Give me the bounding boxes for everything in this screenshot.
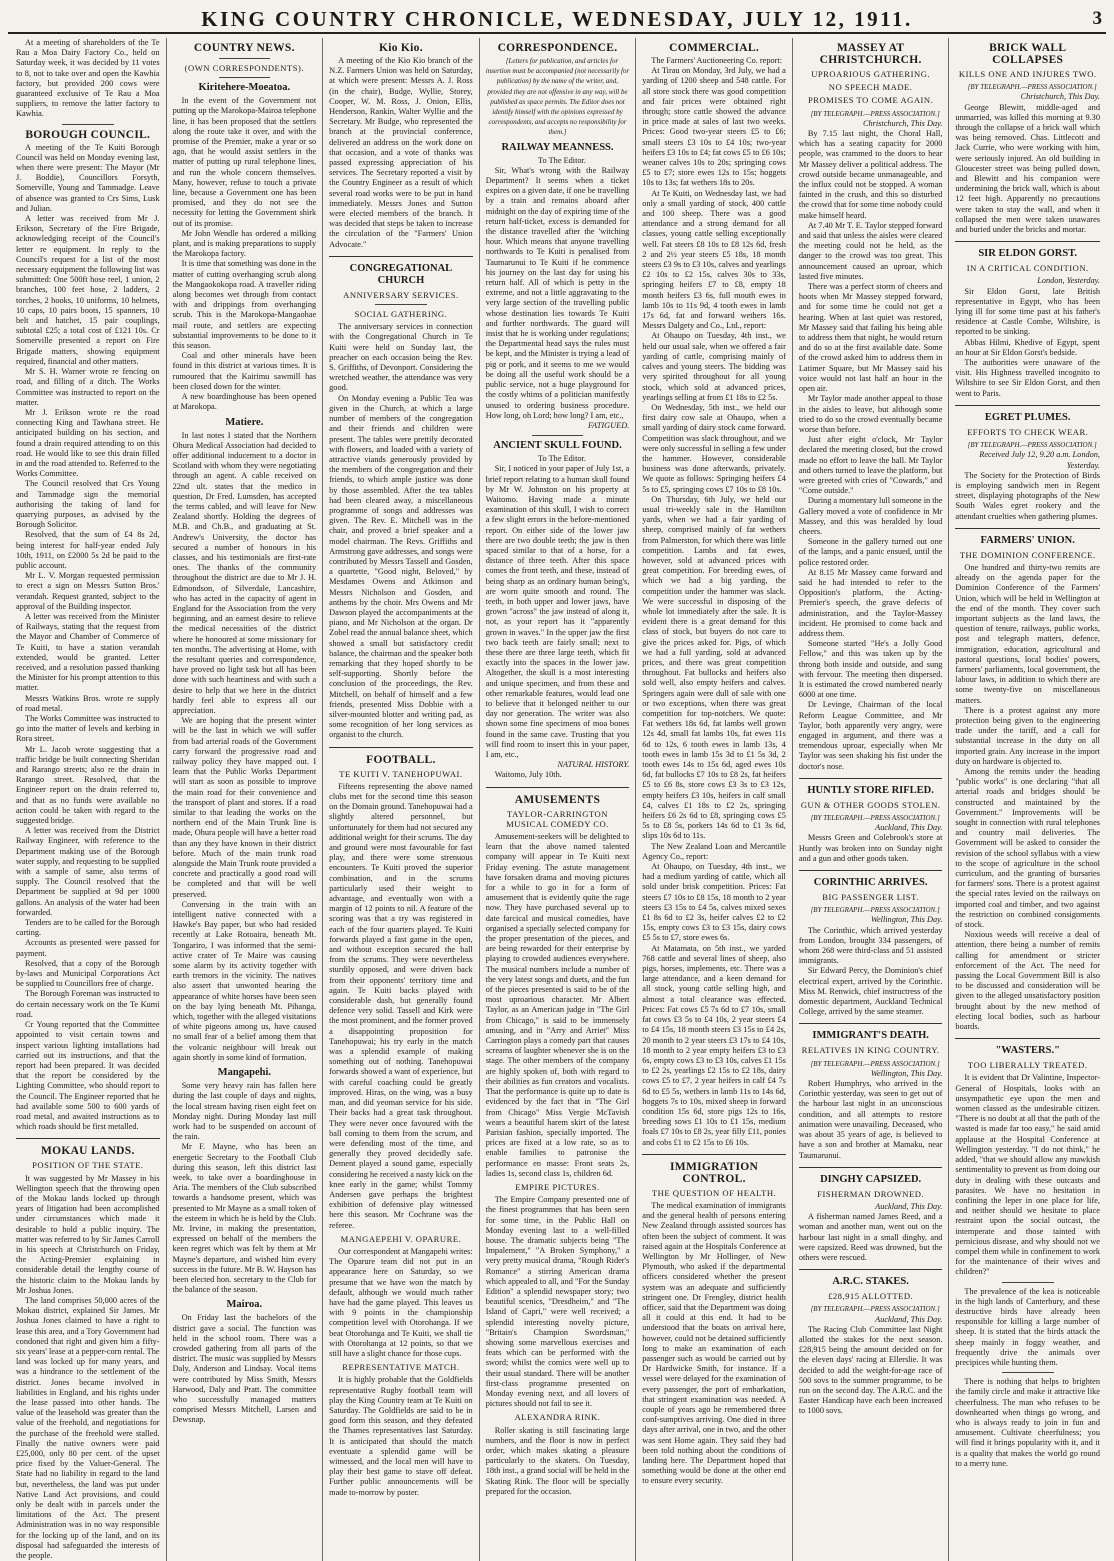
headline: IMMIGRATION CONTROL.	[670, 1160, 759, 1185]
article-paragraph: There was a perfect storm of cheers and hoots when Mr Massey stepped forward, and for some time he could not get a hearing. When at last quiet was restored, Mr Massey said that failing his being able to address them that night, he would return and do so at the first available date. Some of the crowd asked him to address them in Latimer Square, but Mr Massey said his voice would not last half an hour in the open air.	[798, 282, 943, 394]
article-paragraph: A meeting of the Te Kuiti Borough Council was held on Monday evening last, when there were present: The Mayor (Mr J. Boddie), Councillors Forsyth, Somerville, Young and Tammadge. Leave of absence was granted to Crs Sims, Lusk and Julian.	[16, 142, 160, 213]
press-credit: [BY TELEGRAPH.—PRESS ASSOCIATION.]	[810, 1059, 940, 1068]
article-paragraph: In the event of the Government not putting up the Marokopa-Mairoa telephone line, it has been proposed that the settlers along the route take it over, and with the promise of the Premier, make a year or so ago, that he would assist settlers in the matter of putting up rural telephone lines, and run the whole concern themselves. Many, however, refuse to touch a private line, because a Government one has been promised, and they do not see the necessity for letting the Government shirk out of its promise.	[172, 96, 317, 228]
headline: FARMERS' UNION.	[980, 534, 1075, 546]
section-heading: Mairoa.	[226, 1299, 263, 1311]
article-paragraph: Dr Levinge, Chairman of the local Reform League Committee, and Mr Taylor, both apparently very angry, were engaged in argument, and there was a tremendous uproar, especially when Mr Taylor was seen shaking his fist under the doctor's nose.	[798, 700, 943, 771]
place-date: Waitomo, July 10th.	[494, 770, 562, 780]
headline: A.R.C. STAKES.	[832, 1276, 909, 1288]
masthead-title: KING COUNTRY CHRONICLE, WEDNESDAY, JULY 12, 1911.	[201, 6, 913, 31]
divider	[799, 778, 943, 779]
article-paragraph: Mr Taylor made another appeal to those in the aisles to leave, but although some tried to do so the crowd eventually became worse than before.	[798, 394, 943, 434]
divider	[16, 1138, 160, 1139]
column-6	[793, 38, 950, 1561]
article-paragraph: On Wednesday, 5th inst., we held our first dairy cow sale at Ohaupo, when a small yarding of dairy stock came forward. Competition was slack throughout, and we were only successful in selling a few under the hammer. However, considerable business was done afterwards, privately. We quote as follows: Springing heifers £4 5s to £5, springing cows £7 10s to £8 10s.	[642, 402, 786, 494]
article-paragraph: Among the remits under the heading "public works" is one declaring "that all arterial roads and bridges should be constructed and maintained by the Government." Improvements will be sought in connection with rural telephones and country mail deliveries. The Government will be asked to consider the revision of the school syllabus with a view to the scope of agriculture in the school curriculum, and the granting of bursaries for farmers' sons. There is a protest against the special rates levied on the railways on imported coal and timber, and two against the restriction on combined consignments of stock.	[955, 766, 1100, 930]
subheadline: ALEXANDRA RINK.	[514, 1412, 601, 1423]
divider	[219, 58, 271, 59]
subheadline: £28,915 ALLOTTED.	[828, 1291, 914, 1302]
article-paragraph: There is a protest against any more protection being given to the engineering trade under the tariff, and a call for substantial increase in the duty on all imported grain. Any increase in the import duty on hardware is objected to.	[955, 705, 1100, 766]
section-heading: Kiritehere-Moeatoa.	[198, 82, 291, 94]
article-paragraph: Sir, I noticed in your paper of July 1st, a brief report relating to a human skull found by Mr W. Johnston on his property at Waitomo. Having made a minute examination of this skull, I wish to correct a few slight errors in the before-mentioned report. On either side of the lower jaw there are two double teeth; the jaw is then spaced similar to that of a horse, for a distance of three teeth. After this space comes the front teeth, and these, instead of being sharp as an ordinary human being's, are worn quite smooth and round. The teeth, in both upper and lower jaws, have grown "across" the jaw instead of along it, not, as your report has it "apparently grown in waves." In the upper jaw the first two back teeth are fairly small; next to these there are three large teeth, which fit exactly into the spaces in the lower jaw. Altogether, the skull is a most interesting and unique specimen, and from these and other remarkable features, would lead one to believe that it belonged neither to our day nor generation. The writer was also shown some fine specimens of moa bones found in the same cave. Trusting that you will find room to insert this in your paper, I am, etc.,	[485, 464, 630, 759]
article-paragraph: Accounts as presented were passed for payment.	[16, 938, 160, 958]
article-paragraph: In last notes I stated that the Northern Ohura Medical Association had decided to offer additional inducement to a doctor in Scotland with whom they were negotiating through an agent. A cable received on 22nd ult. states that the medico in question, Dr Fred. Lumsden, has accepted the terms cabled, and will leave for New Zealand shortly. Holding the degrees of M.B. and Ch.B., and graduating at St. Andrew's University, the doctor has secured a number of honours in his classes, and his testimonials are first-rate ones. The thanks of the community throughout the district are due to Mr J. H. Edmondson, of Silverdale, Lancashire, who has acted in the capacity of agent in England for the Association from the very beginning, and an earnest desire to relieve the medical necessities of the district where he honoured at some missionary for ten months. The advertising at Home, with the resultant queries and correspondence, have proved no light task but all has been done with such heartiness and with such a desire to help that we here in the district hardly feel able to express all our appreciation.	[172, 430, 317, 715]
dateline: Auckland, This Day.	[875, 1314, 943, 1324]
dateline: Wellington, This Day.	[870, 1068, 943, 1078]
divider	[799, 1269, 943, 1270]
column-1	[10, 38, 167, 1561]
divider	[1002, 1282, 1054, 1283]
article-paragraph: On Thursday, 6th July, we held our usual tri-weekly sale in the Hamilton yards, when we had a fair yarding of sheep, comprised mainly of fat wethers from Palmerston, for which there was little competition. Lambs and fat ewes, however, sold at advanced prices with great competition. For breeding ewes, of which we had a big yarding, the competition under the hammer was slack. We were successful in disposing of the whole lot immediately after the sale. It is evident there is a great demand for this class of stock, but buyers do not care to give the prices asked for. Pigs, of which we had a full yarding, sold at advanced prices, and there was great competition throughout. Fat bullocks and heifers also sold well, also empty heifers and calves. Springers again were dull of sale with one or two exceptions, when there was great competition for top-notchers. We quote: Fat wethers 18s 6d, fat lambs well grown 12s 4d, small fat lambs 10s, fat ewes 11s 6d to 12s, 6 tooth ewes in lamb 13s, 4 tooth ewes in lamb 15s 3d to £1 5s 3d, 2 tooth ewes 14s to 15s 6d, aged ewes 10s 6d, fat bullocks £7 10s to £8 2s, fat heifers £5 to £6 8s, store cows £3 3s to £3 12s, empty heifers £3 10s, heifers in calf small £4, calves £1 18s to £2 2s, springing heifers £6 2s 6d to £8, springing cows £5 5s to £8 5s, porkers 14s 6d to £1 3s 6d, slips 10s 6d to 11s.	[642, 494, 786, 841]
article-paragraph: At Ohaupo on Tuesday, 4th inst., we held our usual sale, when we offered a fair yarding of cattle, comprising mainly of calves and young steers. The bidding was very spirited throughout for all young stock, which sold at advanced prices, yearlings selling at from £1 18s to £2 5s.	[642, 331, 786, 402]
subheadline: POSITION OF THE STATE.	[32, 1160, 144, 1171]
section-heading: Matiere.	[225, 416, 264, 428]
headline: COUNTRY NEWS.	[193, 42, 295, 54]
headline: BOROUGH COUNCIL.	[25, 128, 151, 141]
divider	[532, 435, 584, 436]
headline: FOOTBALL.	[366, 753, 436, 766]
article-paragraph: It is evident that Dr Valintine, Inspector-General of Hospitals, looks with an unsympathetic eye upon the men and women classed as the undesirable citizen. "There is no doubt at all that the path of the wasted is made far too easy," he said amid applause at the Hospital Conference at Wellington yesterday. "I do not think," he added, "that we should allow any mawkish sentimentality to prevent us from doing our duty in dealing with these outcasts and parasites. We have no hesitation in confining the leper in one place for life, and neither should we hesitate to place restraint upon the social outcast, the intemperate and those tainted with pernicious disease, and why should not we compel them while in confinement to work for the maintenance of their wives and children?"	[955, 1073, 1100, 1277]
subheadline: THE QUESTION OF HEALTH.	[651, 1187, 777, 1198]
article-paragraph: The Corinthic, which arrived yesterday from London, brought 334 passengers, of whom 268 were third-class and 51 assisted immigrants.	[798, 925, 943, 966]
headline: CORRESPONDENCE.	[497, 42, 618, 54]
divider	[799, 1023, 943, 1024]
article-paragraph: We are hoping that the present winter will be the last in which we will suffer from bad arterial roads of the Government carry forward the progressive road and railway policy they have mapped out. I learn that the Public Works Department will start as soon as possible to improve the main road for their convenience and the transport of plant and stores. If a road similar to that leading the works on the northern end of the Main Trunk line is made, Ohura people will have a better road than any they have known in their district before. Much of the main trunk road alongside the Main Trunk route provided a concrete and practically a good road will be completed and that will be well preserved.	[172, 716, 317, 899]
subheadline: TE KUITI V. TANEHOPUWAI.	[339, 768, 463, 779]
article-paragraph: Conversing in the train with an intelligent native connected with a Hawke's Bay paper, but who had resided recently at Lake Rotoaira, beneath Mt. Tongariro, I was informed that the semi-active crater of Te Maire was causing some alarm by its activity together with earth tremors in the vicinity. The natives also assert that unwonted hearing the appearance of white horses have been seen on the bay lying beneath Mt. Pihanga, which, together with the alleged visitations of white pigeons among us, have caused no small fear of a belief among them that the volcanic neighbour will break out again shortly in some kind of formation.	[172, 899, 317, 1062]
dateline: Christchurch, This Day.	[862, 118, 943, 128]
subheadline: TAYLOR-CARRINGTON MUSICAL COMEDY CO.	[506, 808, 609, 829]
divider	[486, 787, 630, 788]
headline: "WASTERS."	[995, 1045, 1060, 1057]
headline: DINGHY CAPSIZED.	[820, 1173, 922, 1185]
dateline: Received July 12, 9.20 a.m. London, Yesterday.	[979, 450, 1100, 470]
headline: CORINTHIC ARRIVES.	[813, 877, 928, 889]
subheadline: THE DOMINION CONFERENCE.	[959, 549, 1096, 560]
subheadline: MANGAEPEHI V. OPARURE.	[340, 1233, 462, 1244]
article-paragraph: Mr L. Jacob wrote suggesting that a traffic bridge be built connecting Sheridan and Rarango streets; also re the drain in Rarango street. Resolved, that the Engineer report on the drain referred to, and that as no funds were available no action could be taken with regard to the suggested bridge.	[16, 744, 160, 826]
headline: IMMIGRANT'S DEATH.	[812, 1030, 929, 1042]
article-paragraph: Abbas Hilmi, Khedive of Egypt, spent an hour at Sir Eldon Gorst's bedside.	[955, 337, 1100, 357]
subheadline: ANNIVERSARY SERVICES.	[343, 289, 459, 300]
section-heading: Mangapehi.	[217, 1067, 272, 1079]
headline: MASSEY AT CHRISTCHURCH.	[819, 42, 922, 66]
article-paragraph: Some very heavy rain has fallen here during the last couple of days and nights, the local stream having risen eight feet on Monday night. During Monday last mill work had to be suspended on account of the rain.	[172, 1081, 317, 1142]
article-paragraph: At 7.40 Mr T. E. Taylor stepped forward and said that unless the aisles were cleared the meeting could not be held, as the danger to the crowd was too great. This announcement caused an uproar, which lasted five minutes.	[798, 220, 943, 281]
dateline: London, Yesterday.	[1037, 276, 1100, 286]
article-paragraph: Coal and other minerals have been found in this district at various times. It is rumoured that the Kairimu sawmill has been closed down for the winter.	[172, 351, 317, 391]
article-paragraph: Mr John Wendle has ordered a milking plant, and is making preparations to supply the Marokopa factory.	[172, 228, 317, 259]
article-paragraph: Someone in the gallery turned out one of the lamps, and a panic ensued, until the police restored order.	[798, 537, 943, 567]
article-paragraph: Resolved, that a copy of the Borough by-laws and Municipal Corporations Act be supplied to Councillors free of charge.	[16, 958, 160, 989]
article-paragraph: There is nothing that helps to brighten the family circle and make it attractive like cheerfulness. The man who refuses to be downhearted when things go wrong, and who is always ready to join in fun and amusement. Cultivate cheerfulness; you will find it brings popularity with it, and it is a quality that makes the world go round to a merry tune.	[955, 1377, 1100, 1468]
article-paragraph: Robert Humphrys, who arrived in the Corinthic yesterday, was seen to get out of the harbour last night in an unconscious condition, and all attempts to restore animation were unavailing. Deceased, who was about 35 years of age, is believed to have a son and brother at Mamaku, near Taumarunui.	[798, 1079, 943, 1160]
article-paragraph: Tenders are to be called for the Borough carting.	[16, 918, 160, 938]
press-credit: [BY TELEGRAPH.—PRESS ASSOCIATION.]	[967, 441, 1097, 450]
divider	[329, 747, 473, 748]
article-paragraph: On Monday evening a Public Tea was given in the Church, at which a large number of members of the congregation and their friends and children were present. The tables were prettily decorated with flowers, and loaded with a variety of attractive viands generously provided by the members of the congregation and their friends, to which ample justice was done by those assembled. After the tea tables had been cleared away, a miscellaneous programme of songs and addresses was given. The Rev. E. Mitchell was in the chair, and proved a brief speaker and a model chairman. The Revs. Griffiths and Armstrong gave addresses, and songs were contributed by Messrs Tassell and Gosden, a quartette, "Good night, Beloved," by Mesdames Owens and Atkinson and Messrs Nicholson and Gosden, and anthems by the choir. Mrs Owens and Mr Dawson played the accompaniments at the piano, and Mr Nicholson at the organ. Dr Zobel read the annual balance sheet, which showed a small but satisfactory credit balance, the chairman and the speaker both remarking that they hoped shortly to be self-supporting. Shortly before the conclusion of the proceedings, the Rev. Mitchell, on behalf of himself and a few friends, presented Miss Dobbie with a silver-mounted blotter and writing pad, as some recognition of her long services as organist to the church.	[329, 393, 473, 740]
article-paragraph: A meeting of the Kio Kio branch of the N.Z. Farmers Union was held on Saturday, at which were present: Messrs A. J. Ross (in the chair), Budge, Wyllie, Storey, Cooper, W. M. Ross, J. Onion, Ellis, Henderson, Rankin, Walter Wyllie and the Secretary. Mr Budge, who represented the branch at the provincial conference, delivered an address on the work done on that occasion, and a vote of thanks was passed expressing appreciation of his services. The Secretary reported a visit by the Country Engineer as a result of which several road works were to be put in hand immediately. Messrs Jones and Sutton were elected members of the branch. It was decided that steps be taken to increase the circulation of the "Farmers' Union Advocate."	[329, 56, 473, 249]
article-paragraph: At Matamata, on 5th inst., we yarded 768 cattle and several lines of sheep, also pigs, horses, implements, etc. There was a large attendance, and a keen demand for all stock, young cattle selling high, and almost a total clearance was effected. Prices: Fat cows £5 7s 6d to £7 10s, small fat cows £3 5s to £4 10s, 2 year steers £4 to £4 15s, 18 month steers £3 15s to £4 2s, 20 month to 2 year steers £3 17s to £4 10s, 18 month to 2 year empty heifers £3 to £3 6s, empty cows £3 to £3 10s, calves £1 15s to £2 2s, yearlings £2 15s to £2 18s, dairy cows £5 to £7, 2 year heifers in calf £4 7s 6d to £5 5s, wethers in lamb 11s to 14s 6d, hoggets 7s to 10s, mixed sheep in forward condition 15s 6d, store pigs 12s to 16s, breeding sows £1 10s to £1 15s, medium foals £7 10s to £8 2s, year filly £11, ponies and cobs £1 to £2 15s to £6 10s.	[642, 943, 786, 1147]
article-paragraph: Roller skating is still fascinating large numbers, and the floor is now in perfect order, which makes skating a pleasure particularly to the skaters. On Tuesday, 18th inst., a grand social will be held in the Skating Rink. The floor will be specially prepared for the occasion.	[485, 1425, 630, 1496]
divider	[642, 1154, 786, 1155]
divider	[955, 528, 1100, 529]
divider	[1002, 1372, 1054, 1373]
article-paragraph: During a momentary lull someone in the Gallery moved a vote of confidence in Mr Massey, and this was heralded by loud cheers.	[798, 496, 943, 536]
article-paragraph: At Tirau on Monday, 3rd July, we had a yarding of 1200 sheep and 548 cattle. For all store stock there was good competition and fair prices were obtained right through; store cattle showed the advance in price made at sales of last two weeks. Prices: Good two-year steers £5 to £6; small steers £3 10s to £4 10s; two-year heifers £3 10s to £4; fat cows £5 to £6 10s; weaner calves 10s to 20s; springing cows £5 to £7; store ewes 12s to 15s; hoggets 10s to 13s; fat wethers 18s to 20s.	[642, 66, 786, 188]
headline: COMMERCIAL.	[669, 42, 759, 54]
dateline: Wellington, This Day.	[870, 915, 943, 925]
article-paragraph: At a meeting of shareholders of the Te Rau a Moa Dairy Factory Co., held on Saturday week, it was decided by 11 votes to 8, not to take over and open the Kawhia factory, but provided 200 cows were guaranteed exclusive of Te Rau a Moa suppliers, to remove the latter factory to Kawhia.	[16, 38, 160, 119]
article-paragraph: Amusement-seekers will be delighted to learn that the above named talented company will appear in Te Kuiti next Friday evening. The astute management have forsaken drama and moving pictures for a while to go in for a form of amusement that is evidently quite the rage now. They have purchased several up to date farcical and musical comedies, have organised a specially selected company for the proper presentation of the pieces, and are being rewarded for their enterprise by playing to crowded audiences everywhere. The musical numbers include a number of the very latest songs and duets, and the fun of the pieces presented is said to be of the most uproarious character. Mr Albert Taylor, as an American judge in "The Girl from Chicago," is said to be immensely amusing, and in "Arry and Arriet" Miss Carrington plays a comedy part that causes screams of laughter whenever she is on the stage. The other members of the company are highly spoken of, both with regard to their abilities as fun creators and vocalists. That the performance is quite up to date is evidenced by the fact that in "The Girl from Chicago" Miss Vergie McTavish wears a beautiful harem skirt of the latest Parisian fashion, specially imported. The prices are fixed at a low rate, so as to enable families to patronise the performance en masse: Front seats 2s, ladies 1s, second class 1s, children 6d.	[485, 832, 630, 1178]
article-paragraph: Messrs Watkins Bros. wrote re supply of road metal.	[16, 693, 160, 713]
divider	[219, 77, 271, 78]
article-paragraph: The anniversary services in connection with the Congregational Church in Te Kuiti were held on Sunday last, the preacher on each occasion being the Rev. S. Griffiths, of Devonport. Considering the wretched weather, the attendance was very good.	[329, 322, 473, 393]
column-2	[167, 38, 324, 1561]
page-number: 3	[1092, 8, 1102, 29]
press-credit: [BY TELEGRAPH.—PRESS ASSOCIATION.]	[810, 814, 940, 823]
headline: SIR ELDON GORST.	[978, 248, 1078, 260]
article-paragraph: The Borough Foreman was instructed to do certain necessary work on the Te Kumi road.	[16, 989, 160, 1019]
subheadline: IN A CRITICAL CONDITION.	[966, 263, 1089, 274]
dateline: Auckland, This Day.	[875, 823, 943, 833]
article-paragraph: The Racing Club Committee last Night allotted the stakes for the next season. £28,915 being the amount decided on for the eleven days' racing at Ellerslie. It was decided to add the weight-for-age race of 500 sovs to the summer programme, to be run on the second day. The A.R.C. and the Easter Handicap have each been increased to 1000 sovs.	[798, 1324, 943, 1416]
article-paragraph: A fisherman named James Reed, and a woman and another man, went out on the harbour last night in a small dinghy, and were capsized. Reed was drowned, but the others were rescued.	[798, 1212, 943, 1262]
article-paragraph: On Friday last the bachelors of the district gave a social. The function was held in the school room. There was a crowded gathering from all parts of the district. The music was supplied by Messrs Daly, Anderson and Lindsay. Vocal items were contributed by Miss Smith, Messrs Harwood, Daly and Pratt. The committee who successfully managed matters comprised Messrs Mitchell, Larsen and Dewsnap.	[172, 1313, 317, 1425]
signature: NATURAL HISTORY.	[557, 760, 630, 770]
article-paragraph: The authorities were unaware of the visit. His Highness travelled incognito to Wiltshire to see Sir Eldon Gorst, and then went to Paris.	[955, 358, 1100, 398]
article-paragraph: Mr F. Mayne, who has been an energetic Secretary to the Football Club during this season, left this district last week, to take over a boardinghouse in Aria. The members of the Club subscribed towards a handsome present, which was presented to Mr Mayne as a small token of the esteem in which he is held by the Club. Mr. Irvine, in making the presentation, expressed on behalf of the members the keen regret which was felt by them at Mr Mayne's departure, and wished him every success in the future. Mr B. W. Hayson has been elected hon. secretary to the Club for the balance of the season.	[172, 1142, 317, 1295]
subheadline: UPROARIOUS GATHERING.	[811, 69, 931, 79]
article-paragraph: At 8.15 Mr Massey came forward and said he had intended to refer to the Opposition's platform, the Acting-Premier's speech, the grave defects of administration, and the Taylor-Massey incident. He promised to come back and address them.	[798, 567, 943, 638]
divider	[955, 241, 1100, 242]
dateline: Christchurch, This Day.	[1020, 92, 1100, 102]
press-credit: [BY TELEGRAPH.—PRESS ASSOCIATION.]	[810, 1305, 940, 1314]
article-paragraph: Mr J. Erikson wrote re the road connecting King and Tawhana street. He anticipated building on his section, and found a drain required attending to on this road. He would like to see this drain filled in and the road attended to. Referred to the Works Committee.	[16, 407, 160, 479]
divider	[375, 304, 427, 305]
article-paragraph: George Blewitt, middle-aged and unmarried, was killed this morning at 9.30 through the collapse of a brick wall which was being removed. Chas. Littlecott and Jack Currie, who were working with him, were seriously injured. An old building in Gloucester street was being pulled down, and Blewitt and his companion were undermining the brick wall, which is about 12 feet high. Apparently no precautions were taken to stay the wall, and when it collapsed the men were taken unawares and buried under the bricks and mortar.	[955, 102, 1100, 235]
column-7	[949, 38, 1106, 1561]
subheadline: KILLS ONE AND INJURES TWO.	[958, 69, 1097, 79]
article-paragraph: The Works Committee was instructed to go into the matter of levels and kerbing in Rora street.	[16, 714, 160, 744]
press-credit: [BY TELEGRAPH.—PRESS ASSOCIATION.]	[967, 83, 1097, 92]
subheadline: BIG PASSENGER LIST.	[822, 892, 919, 903]
headline: MOKAU LANDS.	[40, 1145, 135, 1158]
article-paragraph: Messrs Green and Colebrook's store at Huntly was broken into on Sunday night and a gun and other goods taken.	[798, 833, 943, 863]
article-paragraph: Noxious weeds will receive a deal of attention, there being a number of remits calling for amendment or stricter enforcement of the Act. The need for passing the Local Government Bill is also to be discussed and consideration will be given to the alleged unsatisfactory position brought about by the new method of electing local bodies, such as harbour boards.	[955, 930, 1100, 1032]
press-credit: [BY TELEGRAPH.—PRESS ASSOCIATION.]	[810, 906, 940, 915]
article-paragraph: The Council resolved that Crs Young and Tammadge sign the memorial authorising the taking of land for quarrying purposes, as advised by the Borough Solicitor.	[16, 479, 160, 530]
salutation: To The Editor.	[538, 155, 586, 165]
subheadline: GUN & OTHER GOODS STOLEN.	[800, 799, 941, 810]
article-paragraph: Sir Edward Percy, the Dominion's chief electrical expert, arrived by the Corinthic. Miss M. Renwick, chief instructress of the domestic department, Auckland Technical College, arrived by the same steamer.	[798, 966, 943, 1017]
article-paragraph: A new boardinghouse has been opened at Marokopa.	[172, 392, 317, 412]
headline: BRICK WALL COLLAPSES	[989, 42, 1067, 66]
article-paragraph: The prevalence of the kea is noticeable in the high lands of Canterbury, and these destructive birds have already been responsible for killing a large number of sheep. It is stated that the birds attack the sheep mainly in foggy weather, and frequently drive the animals over precipices while hunting them.	[955, 1286, 1100, 1367]
divider	[799, 1167, 943, 1168]
article-paragraph: The Empire Company presented one of the finest programmes that has been seen for some time, in the Public Hall on Monday evening last to a well-filled house. The dramatic subjects being "The Impalement," "A Broken Symphony," a very pretty musical drama, "Rough Rider's Romance" a stirring American drama which appealed to all, and "For the Sunday Edition" a splendid newspaper story; two beautiful scenics, "Dresdheim," and "The Island of Capri," were well received; a splendid interesting novelty picture, "Britain's Champion Swordsman," showing some marvellous exercises and feats which can be performed with the sword; whilst the comics were well up to their usual standard. There will be another first-class programme presented on Monday evening next, and all lovers of pictures should not fail to see it.	[485, 1195, 630, 1409]
article-paragraph: At Ohaupo, on Tuesday, 4th inst., we had a medium yarding of cattle, which all sold under brisk competition. Prices: Fat steers £7 10s to £8 15s, 18 month to 2 year steers £3 15s to £4 5s, calves mixed sexes £1 8s 6d to £2 3s, heifer calves £2 to £2 15s, empty cows £3 to £3 15s, dairy cows £5 5s to £7, store ewes 6s.	[642, 862, 786, 943]
article-paragraph: One hundred and thirty-two remits are already on the agenda paper for the Dominion Conference of the Farmers' Union, which will be held in Wellington at the end of the month. They cover such important subjects as the land laws, the question of tenure, railways, public works, post and telegraph matters, defence, immigration, education, agricultural and pastoral questions, local bodies' powers, farmers' parliaments, local government, the labour laws, in addition to which there are some twenty-five on miscellaneous matters.	[955, 562, 1100, 705]
article-paragraph: Sir Eldon Gorst, late British representative in Egypt, who has been lying ill for some time past at his father's residence at Castle Combe, Wiltshire, is reported to be sinking.	[955, 286, 1100, 337]
article-paragraph: It is time that something was done in the matter of cutting overhanging scrub along the Mangaokokopa road. A traveller riding along becomes wet through from contact with and drippings from overhanging scrub. This is the Marokopa-Mangaohae mail route, and settlers are expecting substantial improvements to be done to it this season.	[172, 259, 317, 351]
article-paragraph: The Society for the Protection of Birds is employing sandwich men in Regent street, displaying photographs of the New South Wales egret rookery and the attendant cruelties when gathering plumes.	[955, 470, 1100, 521]
headline: RAILWAY MEANNESS.	[501, 141, 614, 153]
headline: Kio Kio.	[378, 42, 423, 54]
subheadline: SOCIAL GATHERING.	[354, 309, 448, 320]
headline: HUNTLY STORE RIFLED.	[807, 784, 934, 796]
subheadline: EFFORTS TO CHECK WEAR.	[967, 426, 1089, 437]
article-paragraph: Mr S. H. Warner wrote re fencing on road, and filling of a ditch. The Works Committee was instructed to report on the matter.	[16, 367, 160, 407]
article-paragraph: Mr L. V. Morgan requested permission to erect a sign on Messrs Sutton Bros.' verandah. Request granted, subject to the approval of the Building inspector.	[16, 571, 160, 611]
subheadline: EMPIRE PICTURES.	[515, 1181, 600, 1192]
article-paragraph: By 7.15 last night, the Choral Hall, which has a seating capacity for 2000 people, was crammed to the doors to hear Mr Massey deliver a political address. The crowd outside became unmanageable, and the influx could not be stopped. A woman fainted in the crush, and this so disturbed the crowd that for some time nobody could make himself heard.	[798, 129, 943, 220]
column-4	[480, 38, 637, 1561]
subheadline: REPRESENTATIVE MATCH.	[342, 1362, 460, 1373]
article-paragraph: Sir, What's wrong with the Railway Department? It seems when a ticket expires on a given date, if one be travelling by a train and remains aboard after midnight on the day of expiring time of the return half-ticket, excess is demanded for the distance travelled after the 'witching hour. Which means that anyone travelling northwards to Te Kuiti is penalised from Taumarunui to Te Kuiti if he commence his journey on the last day for using his return half. All of which is petty in the extreme, and not a little aggravating to the very large section of the travelling public whose destination lies towards Te Kuiti and further northwards. The guard will insist that he is working under regulations; the Departmental head says the rules must be kept, and the Minister is trying a lead of pig or pork, and it seems to me we would be doing all the useful work should be a public service, not a huge playground for the costly whims of a politician manifestly unused to ordering business procedure. How long, oh Lord; how long? I am, etc.,	[485, 165, 630, 420]
article-paragraph: Someone started "He's a Jolly Good Fellow," and this was taken up by the throng both inside and outside, and sung with fervour. The meeting then dispersed. It is estimated the crowd numbered nearly 6000 at one time.	[798, 639, 943, 700]
subheadline: PROMISES TO COME AGAIN.	[807, 95, 934, 106]
subheadline: TOO LIBERALLY TREATED.	[967, 1060, 1088, 1071]
editor-note: [Letters for publication, and articles for insertion must be accompanied (not necessarily for publication) by the name of the writer, and, provided they are not offensive in any way, will be published as space permits. The Editor does not identify himself with the opinions expressed by correspondents, and accepts no responsibility for them.]	[485, 57, 630, 137]
article-paragraph: A letter was received from the District Railway Engineer, with reference to the Department making use of the Borough water supply, and requesting to be supplied with a sample of same, also terms of supply. The Council resolved that the Department be supplied at 9d per 1000 gallons. An analysis of the water had been forwarded.	[16, 826, 160, 917]
headline: CONGREGATIONAL CHURCH	[349, 262, 453, 286]
headline: EGRET PLUMES.	[984, 411, 1071, 423]
subheadline: RELATIVES IN KING COUNTRY.	[801, 1045, 940, 1056]
article-paragraph: Fifteens representing the above named clubs met for the second time this season on the Domain ground. Tanehopuwai had a slightly altered personnel, but unfortunately for them had not secured any additional weight for their scrums. The day and ground were most favourable for fast play, and there were some strenuous encounters. Te Kuiti proved the superior combination, and in the scrums particularly used their weight to advantage, and eventually won with a margin of 12 points to nil. A feature of the scoring was that a try was registered in each of the four quarters played. Te Kuiti forwards played a fast game in the open, and without exception secured the ball from the scrums. They were nevertheless sturdily opposed, and were driven back from their opponents' territory time and again. Te Kuiti backs played with considerable dash, but generally found defence very solid. Tassell and Kirk were the most prominent, and the former proved a disappointing proposition for Tanehopuwai; his try early in the match was a splendid example of making something out of nothing. Tanehopuwai forwards showed a want of experience, but with careful coaching could be greatly improved. Hiras, on the wing, was a busy man, and did yeoman service for his side. Their backs had a great task throughout. They were never once favoured with the ball coming to them from the scrum, and were defending most of the time, and generally they proved decidedly safe. Dement played a sound game, especially considering he received a nasty kick on the knee early in the game; whilst Tommy Andersen gave perhaps the brightest exhibition of defensive play witnessed here this season. Mr Cochrane was the referee.	[329, 781, 473, 1230]
article-paragraph: Cr Young reported that the Committee appointed to visit certain towns and inspect various lighting installations had carried out its instructions, and that the report had been prepared. It was decided that the report be considered by the Lighting Committee, who should report to the Council. The Engineer reported that he had available some 500 to 600 yards of road metal, and awaited instructions as to which roads should be first metalled.	[16, 1020, 160, 1132]
article-paragraph: At Te Kuiti, on Wednesday last, we had only a small yarding of stock, 400 cattle and 100 sheep. There was a good attendance and a strong demand for all classes, young cattle selling exceptionally well. Fat steers £8 10s to £8 12s 6d, fresh 2 and 2½ year steers £5 18s, 18 month steers £3 9s to £3 10s, calves and yearlings £2 10s to £2 15s, calves 30s to 33s, springing heifers £7 to £8, empty 18 month heifers £3 6s, full mouth ewes in lamb 10s to 11s 9d, 4 tooth ewes in lamb 17s 6d, fat and forward wethers 16s. Messrs Dalgety and Co., Ltd., report:	[642, 188, 786, 331]
article-paragraph: The medical examination of immigrants and the general health of persons entering New Zealand through assisted sources has often been the subject of comment. It was raised again at the Hospitals Conference at Wellington by Mr Hollinger, of New Plymouth, who asked if the departmental officers considered whether the present system was an adequate and sufficiently stringent one. Dr Frengley, district health officer, said that the Department was doing all it could at this end. It had to be understood that the boats on arrival here, however, could not be detained sufficiently long to make an examination of each passenger such as would be carried out by Dr Hardwicke Smith, for instance. If a vessel were delayed for the examination of every passenger, the port of embarkation, that stringent examination was needed. A couple of years ago he remembered three conf-sumptives arriving. One died in three days after arrival, one in two, and the other was sent Home again. They said they had been told nothing about the conditions of landing here. The Department hoped that something would be done at the other end to ensure every security.	[642, 1200, 786, 1486]
headline: ANCIENT SKULL FOUND.	[493, 440, 622, 452]
subheadline: (OWN CORRESPONDENTS).	[184, 63, 305, 73]
divider	[329, 256, 473, 257]
press-credit: [BY TELEGRAPH.—PRESS ASSOCIATION.]	[810, 109, 940, 118]
headline: AMUSEMENTS	[514, 793, 601, 806]
divider	[955, 405, 1100, 406]
article-paragraph: A letter was received from the Minister of Railways, stating that the request from the Mayor and Chamber of Commerce of Te Kuiti, to have a station verandah extended, would be granted. Letter received, and a resolution passed thanking the Minister for his prompt attention to this matter.	[16, 611, 160, 693]
article-paragraph: Our correspondent at Mangapehi writes: The Oparure team did not put in an appearance here on Saturday, so we presume that we have won the match by default, although we would much rather have had the game played. This leaves us with 9 points in the championship competition level with Otorohanga. If we beat Otorohanga and Te Kuiti, we shall tie with Otorohanga at 12 points, so that we still have a slight chance for those cups.	[329, 1246, 473, 1358]
divider	[799, 870, 943, 871]
article-paragraph: It was suggested by Mr Massey in his Wellington speech that the throwing open of the Mokau lands locked up through years of litigation had been accomplished under circumstances which made it desirable to hold a public inquiry. The matter was referred to by Sir James Carroll in his speech at Christchurch on Friday, the Acting-Premier explaining in considerable detail the lengthy course of the historic claim to the Mokau lands by Mr Joshua Jones.	[16, 1173, 160, 1295]
column-5	[636, 38, 793, 1561]
divider	[955, 1038, 1100, 1039]
subheadline: FISHERMAN DROWNED.	[817, 1188, 925, 1199]
article-paragraph: The New Zealand Loan and Mercantile Agency Co., report:	[642, 841, 786, 861]
signature: FATIGUED.	[588, 420, 630, 430]
article-paragraph: Resolved, that the sum of £4 8s 2d, being interest for half-year ended July 10th, 1911, on £2000 5s 2d be paid to the public account.	[16, 530, 160, 570]
masthead	[8, 6, 1106, 34]
article-paragraph: It is highly probable that the Goldfields representative Rugby football team will play the King Country team at Te Kuiti on Saturday. The Goldfields are said to be in good form this season, and they defeated the Thames representatives last Saturday. It is anticipated that should the match eventuate a splendid game will be witnessed, and the local men will have to play their best game to stave off defeat. Further public announcements will be made to-morrow by poster.	[329, 1375, 473, 1497]
divider	[62, 124, 114, 125]
article-paragraph: The land comprises 50,000 acres of the Mokau district, explained Sir James. Mr Joshua Jones claimed to have a right to lease this area, and a Tory Government had condoned that right and given him a fifty-six years' lease at a pepper-corn rental. The land was locked up for many years, and was a hindrance to the settlement of the district. Jones became involved in liabilities in England, and his rights under the lease passed into other hands. The value of the leasehold was greater than the value of the freehold, and negotiations for the purchase of the freehold were stalled. Finally the native owners were paid £25,000, only 80 per cent. of the upset price fixed by the Valuer-General. The State had no liability in regard to the land but, nevertheless, the land was put under Native Land Act provisions, and could only be dealt with in parcels under the limitations of the Act. The present Administration was in no way responsible for the locking up of the land, and on its disposal had safeguarded the interests of the people.	[16, 1295, 160, 1561]
article-paragraph: The Farmers' Auctioneering Co. report:	[651, 56, 783, 65]
salutation: To The Editor.	[538, 454, 586, 464]
article-paragraph: A letter was received from Mr J. Erikson, Secretary of the Fire Brigade, acknowledging receipt of the Council's letter re equipment. In reply to the Council's request for a list of the most necessary equipment the following list was submitted: One 500ft hose reel, 1 union, 2 branches, 100 feet hose, 2 ladders, 2 torches, 2 hooks, 10 uniforms, 10 helmets, 10 caps, 10 pairs boots, 15 spanners, 10 belt and hatchet, 15 pair couplings, subtotal £25; a total cost of £121 10s. Cr Somerville presented a report on Fire Brigade matters, showing equipment required, financial and other matters.	[16, 214, 160, 366]
column-3	[323, 38, 480, 1561]
subheadline: NO SPEECH MADE.	[828, 82, 913, 93]
article-paragraph: Just after eight o'clock, Mr Taylor declared the meeting closed, but the crowd made no effort to leave the hall. Mr Taylor and others turned to leave the platform, but were greeted with cries of "Cowards," and "Come outside."	[798, 435, 943, 496]
newspaper-columns	[10, 38, 1106, 1561]
dateline: Auckland, This Day.	[875, 1201, 943, 1211]
